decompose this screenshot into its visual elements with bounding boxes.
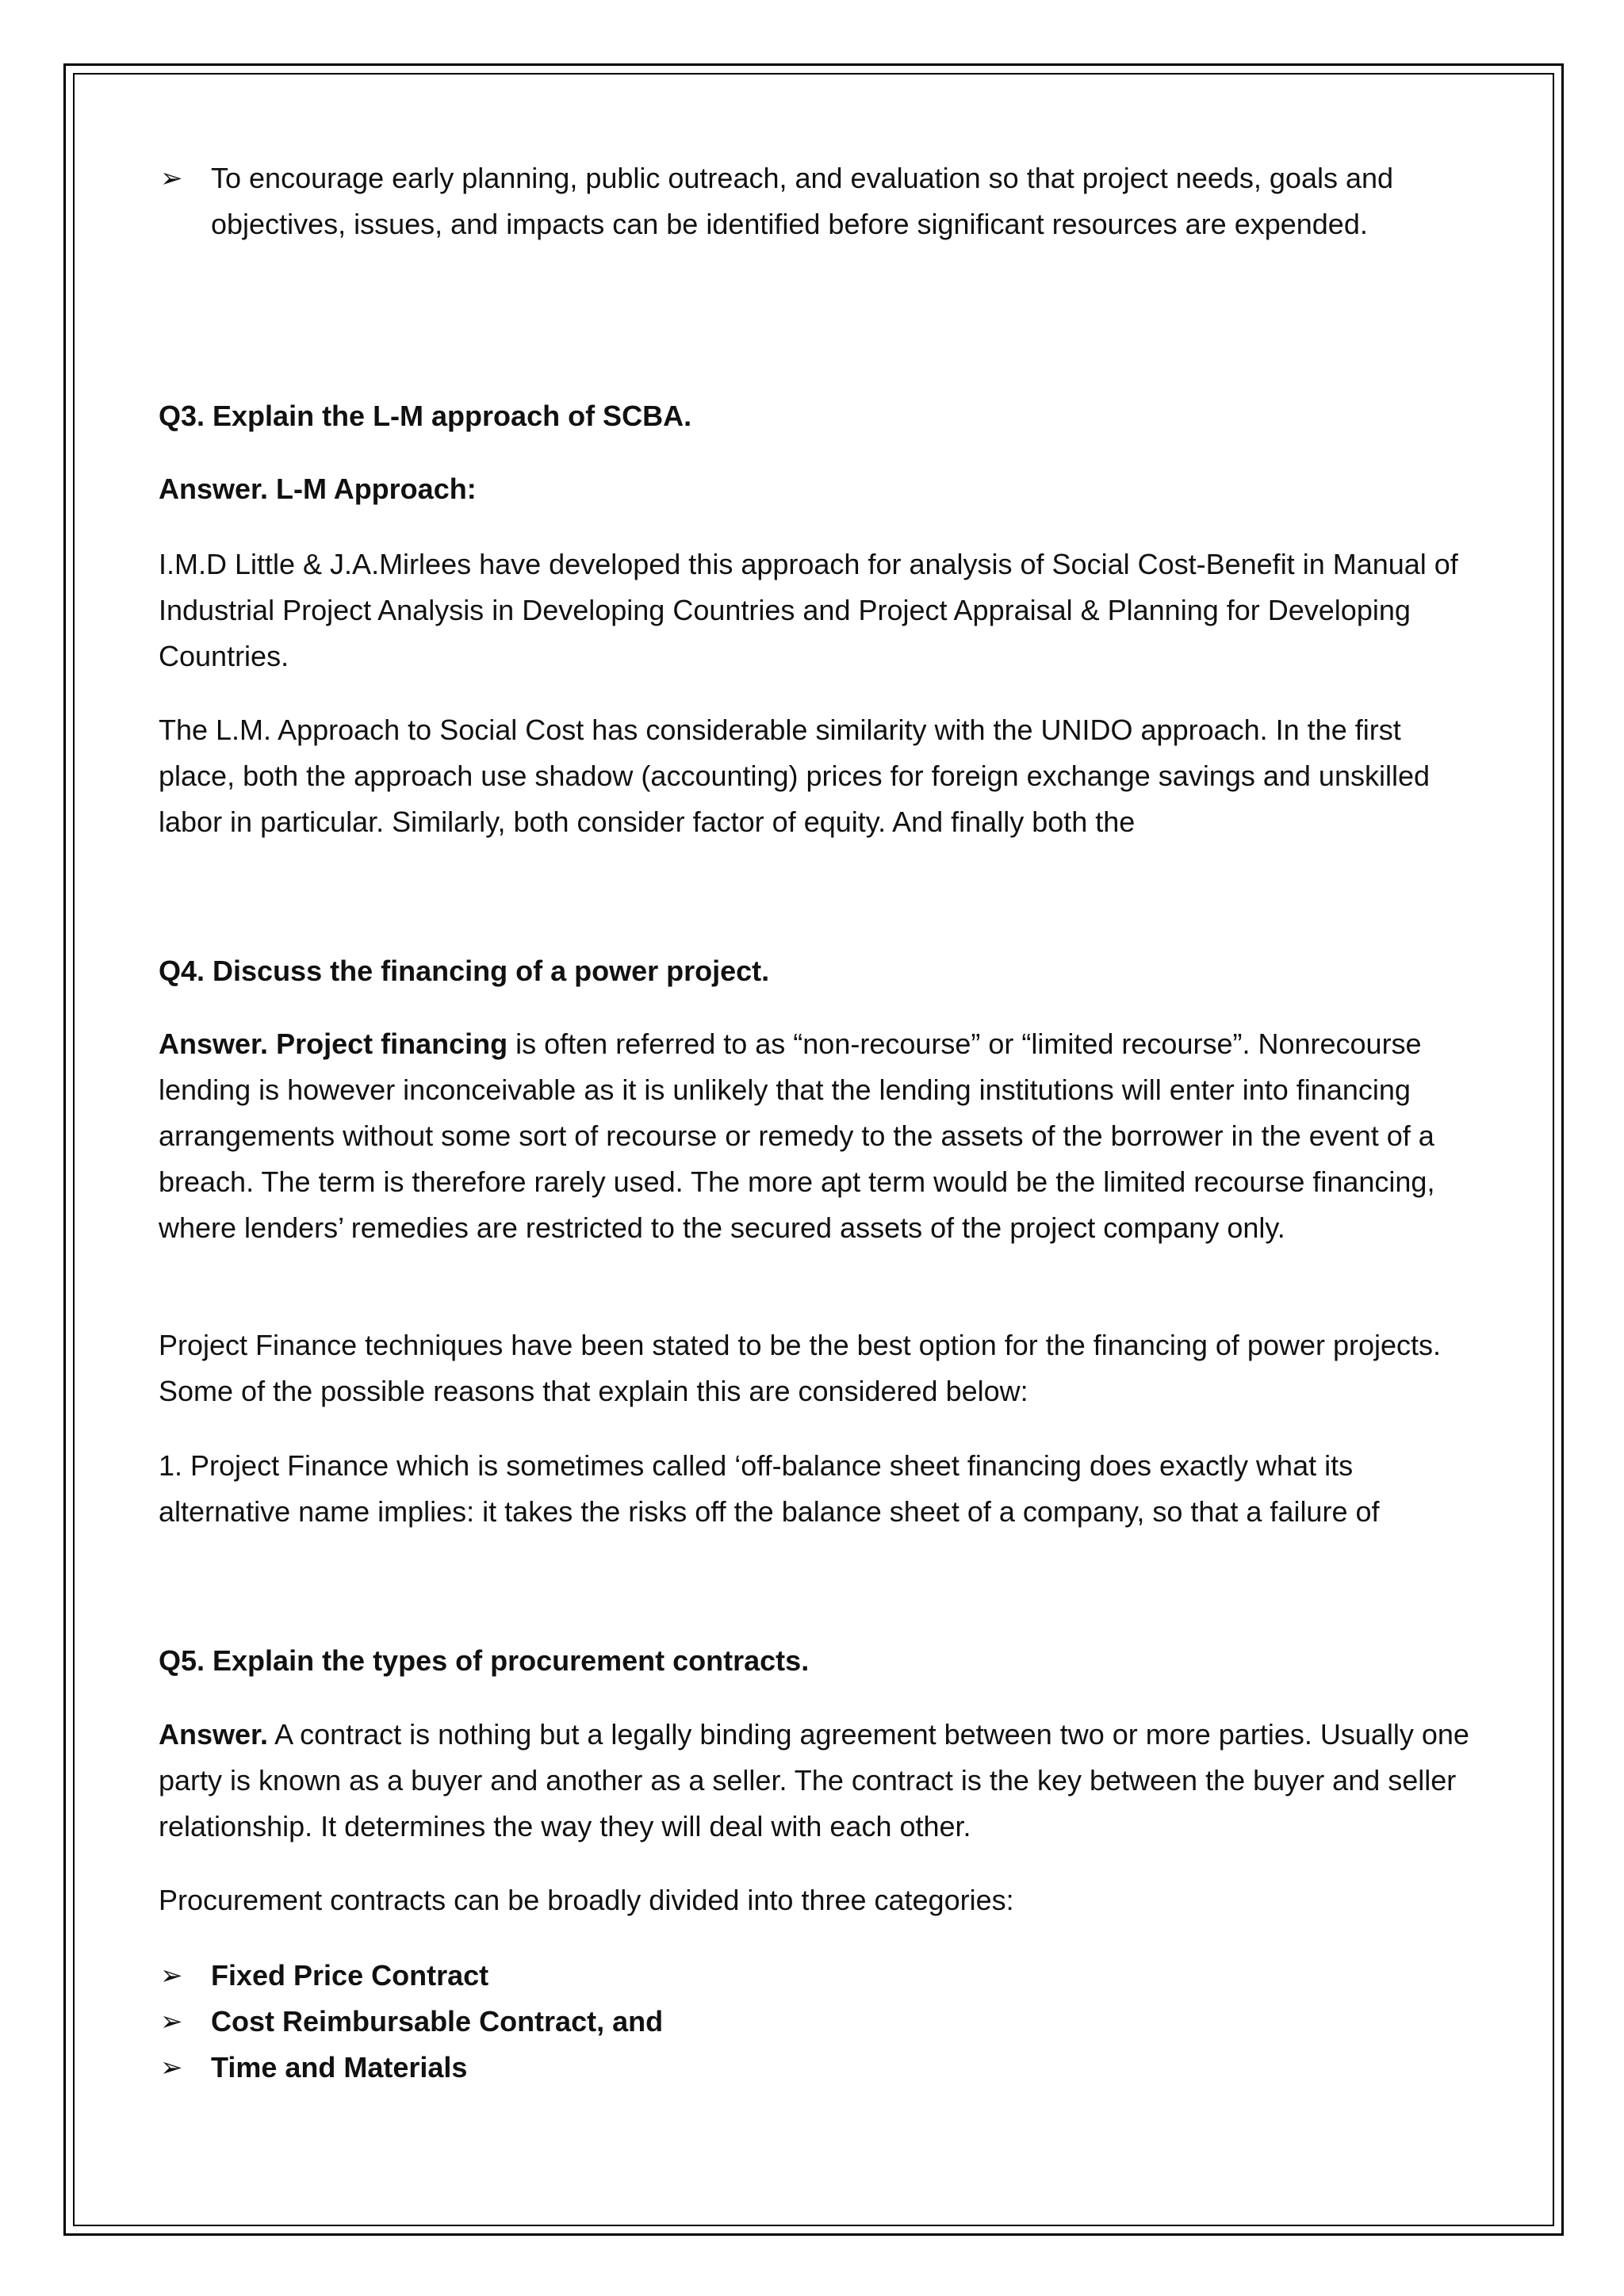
q4-answer-label: Answer.: [159, 1027, 269, 1060]
category-label: Cost Reimbursable Contract, and: [211, 2005, 664, 2038]
q3-paragraph-1: I.M.D Little & J.A.Mirlees have developed this approach for analysis of Social Cost-Benefit in Manual of Industrial Project Analysis in Developing Countries and Project Appraisal & Planning for Developing Countries.: [159, 548, 1458, 672]
q3-question: Q3. Explain the L-M approach of SCBA.: [159, 400, 692, 432]
category-item: [160, 1953, 1475, 1999]
q4-paragraph-3: 1. Project Finance which is sometimes called ‘off-balance sheet financing does exactly what its alternative name implies: it takes the risks off the balance sheet of a company, so that a failure of: [159, 1449, 1380, 1528]
q4-answer-term: Project financing: [276, 1027, 508, 1060]
q5-answer-label: Answer.: [159, 1718, 269, 1751]
q5-paragraph-1: [159, 1712, 1475, 1850]
q5-paragraph-2: Procurement contracts can be broadly divided into three categories:: [159, 1884, 1014, 1916]
category-item: [160, 2045, 1475, 2091]
q4-paragraph-1-text: is often referred to as “non-recourse” or “limited recourse”. Nonrecourse lending is however inconceivable as it is unlikely that the lending institutions will enter into financing arrangements without some sort of recourse or remedy to the assets of the borrower in the event of a breach. The term is therefore rarely used. The more apt term would be the limited recourse financing, where lenders’ remedies are restricted to the secured assets of the project company only.: [159, 1027, 1435, 1244]
intro-bullet: [160, 155, 1475, 247]
arrow-bullet-icon: ➢: [160, 163, 183, 193]
q4-paragraph-2: Project Finance techniques have been stated to be the best option for the financing of power projects. Some of the possible reasons that explain this are considered below:: [159, 1329, 1442, 1407]
q5-paragraph-1-text: A contract is nothing but a legally binding agreement between two or more parties. Usually one party is known as a buyer and another as a seller. The contract is the key between the buyer and seller relationship. It determines the way they will deal with each other.: [159, 1718, 1469, 1843]
q3-paragraph-2: The L.M. Approach to Social Cost has considerable similarity with the UNIDO approach. In the first place, both the approach use shadow (accounting) prices for foreign exchange savings and unskilled labor in particular. Similarly, both consider factor of equity. And finally both the: [159, 714, 1431, 838]
category-item: [160, 1999, 1475, 2045]
q4-paragraph-1: [159, 1021, 1475, 1251]
arrow-bullet-icon: ➢: [160, 2007, 183, 2037]
arrow-bullet-icon: ➢: [160, 1961, 183, 1991]
arrow-bullet-icon: ➢: [160, 2053, 183, 2083]
category-label: Fixed Price Contract: [211, 1959, 489, 1992]
q5-question: Q5. Explain the types of procurement contracts.: [159, 1644, 810, 1677]
q3-answer-heading: Answer. L-M Approach:: [159, 473, 477, 505]
intro-bullet-text: To encourage early planning, public outreach, and evaluation so that project needs, goals and objectives, issues, and impacts can be identified before significant resources are expended.: [211, 162, 1394, 240]
category-label: Time and Materials: [211, 2051, 468, 2084]
q4-question: Q4. Discuss the financing of a power project.: [159, 955, 770, 987]
